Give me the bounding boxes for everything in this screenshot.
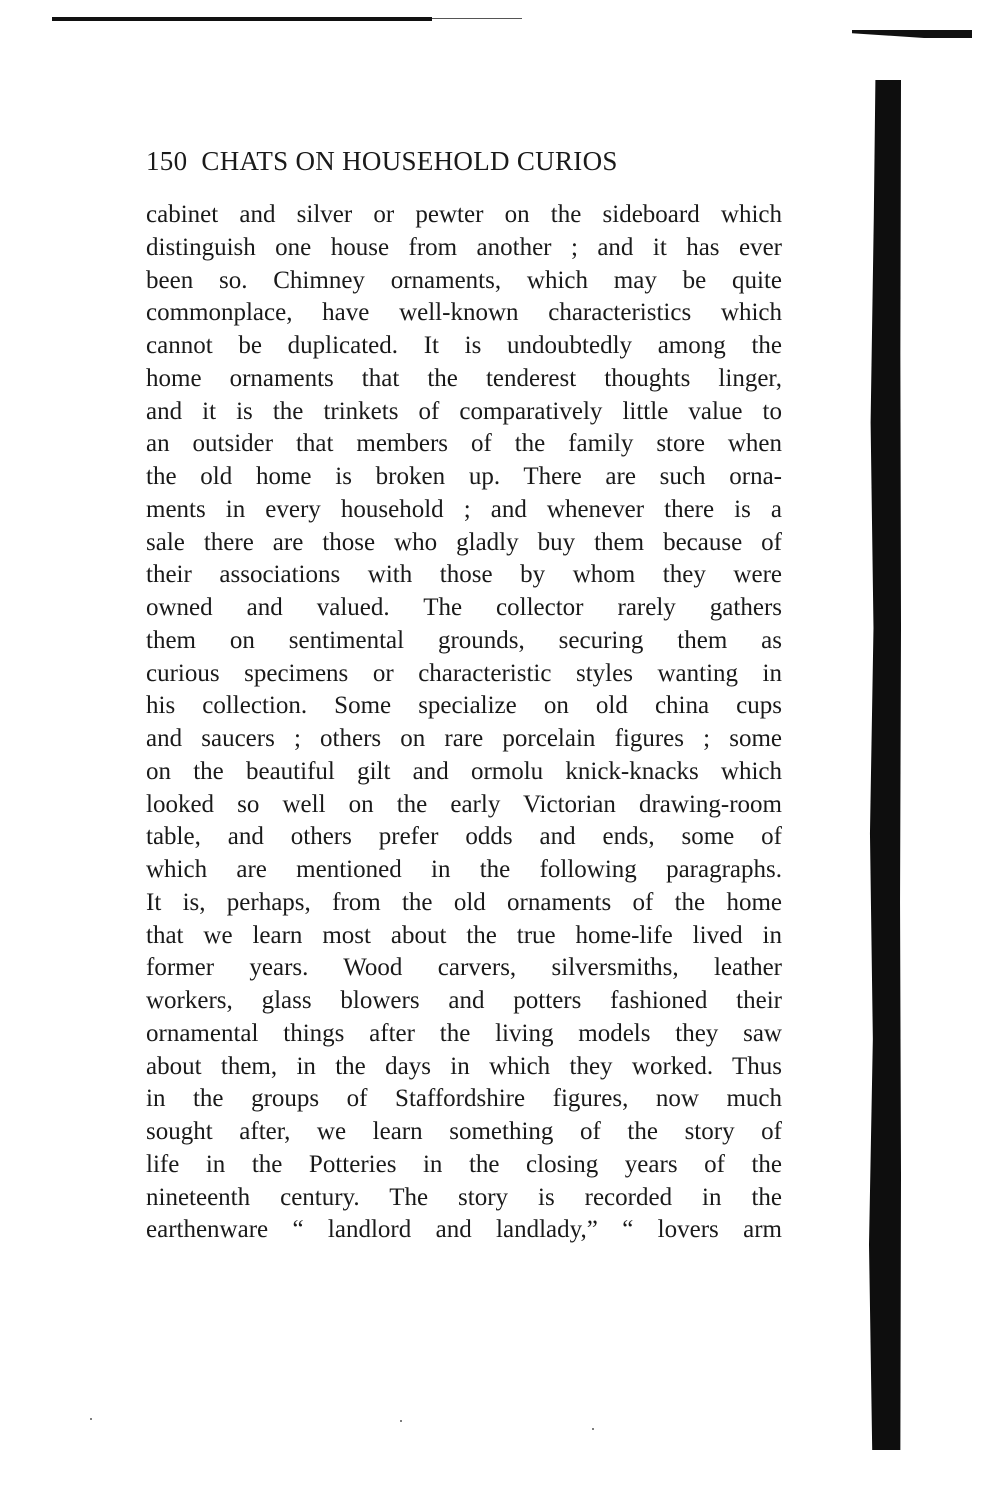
- text-line: cannot be duplicated. It is undoubtedly among the: [146, 332, 782, 359]
- text-line: which are mentioned in the following paragraphs.: [146, 856, 782, 883]
- text-line: in the groups of Staffordshire figures, now much: [146, 1085, 782, 1113]
- scan-speck: [592, 1428, 594, 1430]
- running-title: CHATS ON HOUSEHOLD CURIOS: [201, 146, 618, 176]
- text-line: home ornaments that the tenderest thoughts linger,: [146, 364, 782, 392]
- scan-speck: [90, 1418, 92, 1420]
- top-rule-thin: [432, 18, 522, 19]
- text-line: owned and valued. The collector rarely gathers: [146, 594, 782, 621]
- text-line: former years. Wood carvers, silversmiths, leather: [146, 954, 782, 982]
- text-line: his collection. Some specialize on old china cups: [146, 692, 782, 720]
- text-line: their associations with those by whom they were: [146, 561, 782, 589]
- text-line: distinguish one house from another ; and it has ever: [146, 233, 782, 261]
- running-header: [146, 146, 786, 177]
- text-line: on the beautiful gilt and ormolu knick-knacks which: [146, 757, 782, 785]
- body-text: [146, 199, 782, 1247]
- scan-speck: [400, 1420, 402, 1422]
- text-line: table, and others prefer odds and ends, some of: [146, 823, 782, 851]
- text-line: been so. Chimney ornaments, which may be quite: [146, 266, 782, 294]
- page-spine-edge: [869, 80, 901, 1450]
- text-line: workers, glass blowers and potters fashioned their: [146, 987, 782, 1014]
- text-line: sought after, we learn something of the story of: [146, 1118, 782, 1145]
- text-line: commonplace, have well-known characteristics which: [146, 299, 782, 327]
- text-line: looked so well on the early Victorian drawing-room: [146, 790, 782, 818]
- text-line: about them, in the days in which they worked. Thus: [146, 1052, 782, 1080]
- text-line: the old home is broken up. There are such orna-: [146, 463, 782, 490]
- text-line: earthenware “ landlord and landlady,” “ lovers arm: [146, 1216, 782, 1244]
- text-line: and saucers ; others on rare porcelain figures ; some: [146, 725, 782, 752]
- corner-mark: [852, 30, 972, 38]
- text-line: It is, perhaps, from the old ornaments of the home: [146, 888, 782, 916]
- text-line: sale there are those who gladly buy them because of: [146, 528, 782, 556]
- top-rule: [52, 17, 432, 21]
- text-line: ments in every household ; and whenever there is a: [146, 495, 782, 523]
- page-number: 150: [146, 146, 188, 176]
- text-line: curious specimens or characteristic styles wanting in: [146, 659, 782, 687]
- text-line: an outsider that members of the family store when: [146, 430, 782, 458]
- text-line: that we learn most about the true home-life lived in: [146, 921, 782, 949]
- text-line: nineteenth century. The story is recorded in the: [146, 1183, 782, 1211]
- text-line: them on sentimental grounds, securing them as: [146, 626, 782, 654]
- text-line: cabinet and silver or pewter on the sideboard which: [146, 201, 782, 228]
- text-line: ornamental things after the living models they saw: [146, 1019, 782, 1047]
- text-line: and it is the trinkets of comparatively little value to: [146, 397, 782, 425]
- text-line: life in the Potteries in the closing years of the: [146, 1150, 782, 1178]
